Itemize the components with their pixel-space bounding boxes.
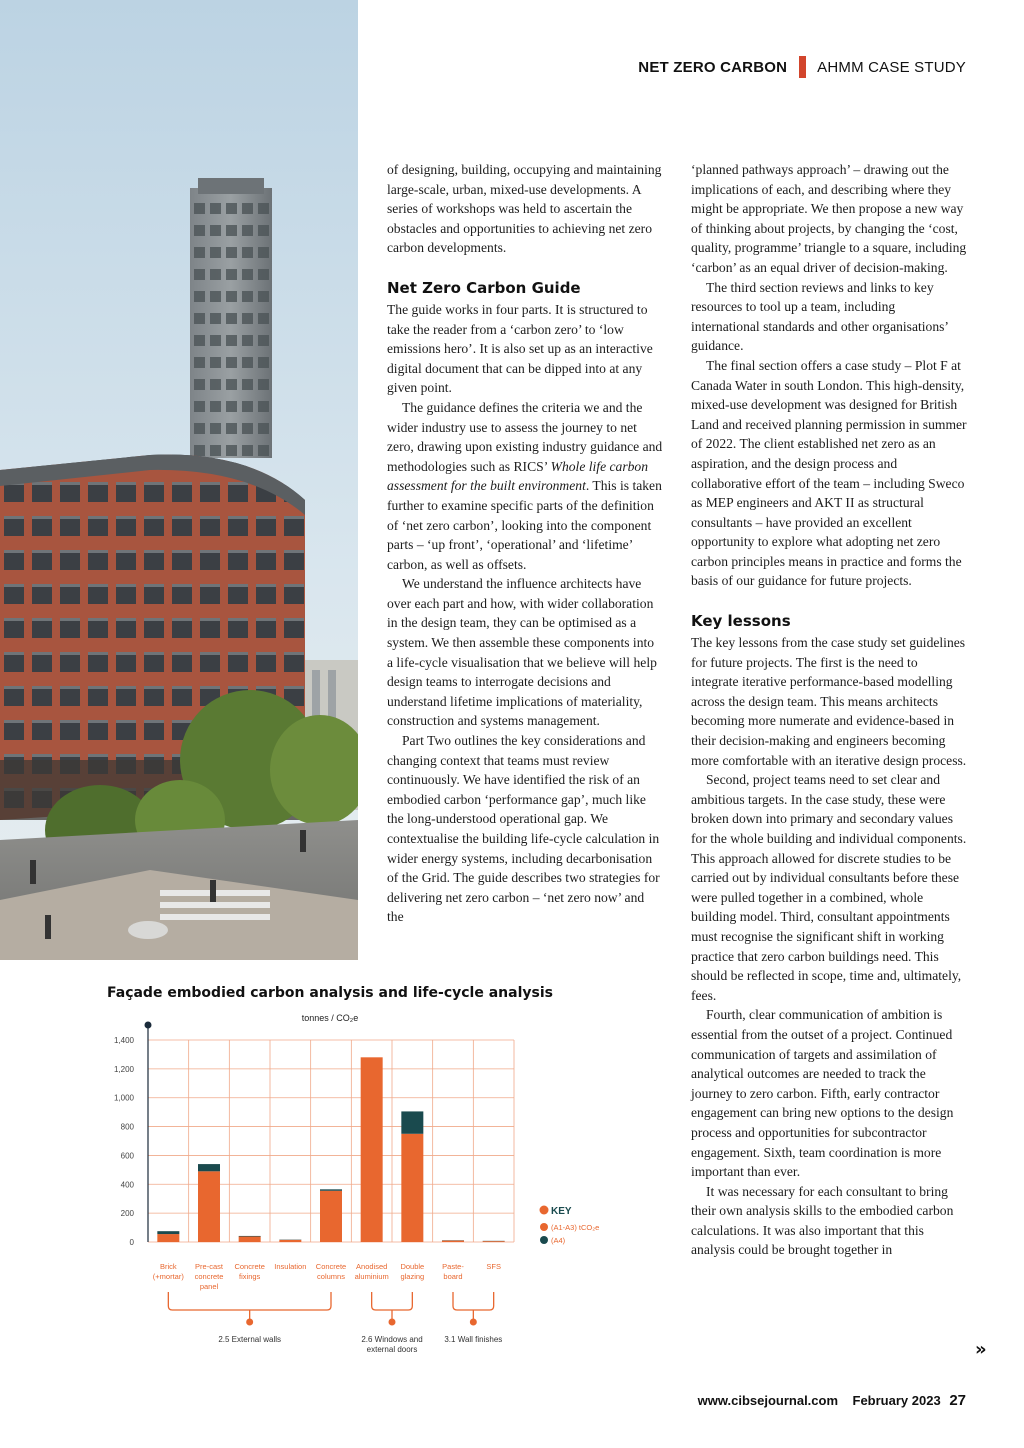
legend-swatch <box>540 1223 548 1231</box>
bar-segment <box>239 1236 261 1237</box>
bar-segment <box>361 1057 383 1242</box>
x-tick-label: Concrete <box>315 1262 347 1271</box>
chart-title: Façade embodied carbon analysis and life-cycle analysis <box>107 985 553 1001</box>
building-render-image <box>0 0 358 960</box>
x-tick-label: Anodised <box>356 1262 388 1271</box>
x-tick-label: columns <box>317 1272 345 1281</box>
group-bracket <box>372 1292 413 1310</box>
group-label: 2.5 External walls <box>218 1335 282 1344</box>
bar-segment <box>198 1164 220 1171</box>
paragraph: ‘planned pathways approach’ – drawing out the implications of each, and describing where they might be appropriate. We then propose a new way of thinking about projects, by changing the ‘cost, quality, programme’ triangle to a square, including ‘carbon’ as an equal driver of decision-making. <box>691 162 967 275</box>
legend-key-dot <box>540 1206 549 1215</box>
x-tick-label: fixings <box>239 1272 261 1281</box>
paragraph: Second, project teams need to set clear and ambitious targets. In the case study, these were broken down into primary and secondary values for the whole building and individual components. This approach allowed for discrete studies to be carried out by individual consultants before these were pulled together in a combined, whole building model. Third, consultant appointments must recognise the significant shift in working practice that zero carbon buildings need. This should be reflected in scope, time and, ultimately, fees. <box>691 772 967 1003</box>
x-tick-label: Insulation <box>274 1262 307 1271</box>
bar-segment <box>401 1134 423 1242</box>
legend-title: KEY <box>551 1206 572 1217</box>
bar-segment <box>401 1111 423 1133</box>
bar-segment <box>198 1171 220 1242</box>
y-tick-label: 600 <box>120 1151 134 1161</box>
page-footer <box>698 1392 966 1409</box>
page-header <box>638 56 966 78</box>
paragraph: The guidance defines the criteria we and the wider industry use to assess the journey to net zero, drawing upon existing industry guidance and methodologies such as RICS’ Whole life carbon assessment for the built environment. This is taken further to examine specific parts of the definition of ‘net zero carbon’, looking into the component parts – ‘up front’, ‘operational’ and ‘lifetime’ carbon, as well as offsets. <box>387 399 663 572</box>
bar-segment <box>320 1191 342 1242</box>
section-label: NET ZERO CARBON <box>638 58 788 76</box>
y-tick-label: 1,200 <box>113 1064 134 1074</box>
bar-segment <box>239 1237 261 1242</box>
bar-segment <box>157 1231 179 1234</box>
emphasis-text: Whole life carbon assessment for the built environment <box>387 458 649 494</box>
x-tick-label: Brick <box>159 1262 177 1271</box>
website-url[interactable]: www.cibsejournal.com <box>697 1393 839 1408</box>
page-number: 27 <box>949 1392 966 1409</box>
article-column-2 <box>691 160 967 1260</box>
bar-segment <box>279 1240 301 1242</box>
group-label: external doors <box>366 1345 418 1354</box>
paragraph: of designing, building, occupying and maintaining large-scale, urban, mixed-use developments. A series of workshops was held to ascertain the obstacles and opportunities to achieving net zero carbon developments. <box>387 162 662 256</box>
group-bracket-dot <box>246 1319 253 1326</box>
subsection-label: AHMM CASE STUDY <box>817 58 966 76</box>
paragraph: It was necessary for each consultant to bring their own analysis skills to the embodied carbon calculations. It was also important that this analysis could be brought together in <box>691 1183 954 1258</box>
group-bracket <box>453 1292 494 1310</box>
y-tick-label: 1,400 <box>113 1036 134 1045</box>
article-column-1 <box>387 160 663 927</box>
x-tick-label: board <box>443 1272 463 1281</box>
paragraph: The third section reviews and links to key resources to tool up a team, including international standards and other organisations’ guidance. <box>691 279 948 354</box>
bar-segment <box>442 1241 464 1242</box>
x-tick-label: Pre-cast <box>195 1262 223 1271</box>
paragraph: The guide works in four parts. It is structured to take the reader from a ‘carbon zero’ to ‘low emissions hero’. It is also set up as an interactive digital document that can be dipped into at any given point. <box>387 301 653 396</box>
x-tick-label: aluminium <box>354 1272 389 1281</box>
x-tick-label: glazing <box>400 1272 425 1281</box>
y-tick-label: 0 <box>129 1238 134 1247</box>
y-axis-label: tonnes / CO₂e <box>301 1013 359 1023</box>
y-axis-cap <box>145 1022 152 1029</box>
legend-label: (A1-A3) tCO₂e <box>551 1223 600 1232</box>
bar-segment <box>320 1189 342 1190</box>
paragraph: Part Two outlines the key considerations and changing context that teams must review continuously. We have identified the risk of an embodied carbon ‘performance gap’, much like the long-understood operational gap. We contextualise the building life-cycle calculation in wider energy systems, including decarbonisation of the Grid. The guide describes two strategies for delivering net zero carbon – ‘net zero now’ and the <box>387 733 660 925</box>
y-tick-label: 800 <box>120 1122 134 1132</box>
section-heading: Net Zero Carbon Guide <box>387 278 581 297</box>
bar-segment <box>157 1234 179 1242</box>
issue-date: February 2023 <box>852 1393 941 1408</box>
x-tick-label: Concrete <box>234 1262 265 1271</box>
legend-label: (A4) <box>551 1236 566 1245</box>
group-label: 2.6 Windows and <box>361 1335 423 1344</box>
header-divider <box>799 56 806 78</box>
bar-segment <box>483 1241 505 1242</box>
continue-arrow-icon[interactable]: » <box>975 1339 987 1360</box>
x-tick-label: Paste- <box>442 1262 464 1271</box>
group-label: 3.1 Wall finishes <box>444 1335 503 1344</box>
section-heading: Key lessons <box>691 612 791 631</box>
legend-swatch <box>540 1236 548 1244</box>
paragraph: Fourth, clear communication of ambition is essential from the outset of a project. Continued communication of targets and assimilation of analytical outcomes are needed to track the journey to zero carbon. Fifth, early contractor engagement can bring new options to the design process and opportunities for subcontractor engagement. Sixth, team coordination is more important than ever. <box>691 1007 954 1180</box>
y-tick-label: 1,000 <box>113 1093 134 1103</box>
paragraph: The final section offers a case study – Plot F at Canada Water in south London. This high-density, mixed-use development was designed for British Land and received planning permission in summer of 2022. The client established net zero as an aspiration, and the design process and collaborative effort of the team – including Sweco as MEP engineers and AKT II as structural consultants – have provided an excellent opportunity to explore what adopting net zero carbon principles means in practice and forms the basis of our guidance for future projects. <box>691 357 967 589</box>
x-tick-label: (+mortar) <box>152 1272 184 1281</box>
group-bracket-dot <box>389 1319 396 1326</box>
y-tick-label: 200 <box>120 1209 134 1219</box>
x-tick-label: SFS <box>486 1262 501 1271</box>
group-bracket <box>168 1292 331 1310</box>
group-bracket-dot <box>470 1319 477 1326</box>
paragraph: The key lessons from the case study set guidelines for future projects. The first is the need to integrate iterative performance-based modelling across the design team. This means architects becoming more numerate and evidence-based in their decision-making and engineers becoming more comfortable with an iterative design process. <box>691 635 967 768</box>
paragraph: We understand the influence architects have over each part and how, with wider collaboration in the design team, they can be optimised as a system. We then assemble these components into a life-cycle visualisation that we believe will help design teams to interrogate decisions and understand lifetime implications of materiality, construction and systems management. <box>387 576 657 729</box>
x-tick-label: panel <box>199 1282 219 1291</box>
y-tick-label: 400 <box>120 1180 134 1190</box>
x-tick-label: concrete <box>194 1272 224 1281</box>
carbon-bar-chart <box>0 1000 640 1380</box>
x-tick-label: Double <box>400 1262 425 1271</box>
